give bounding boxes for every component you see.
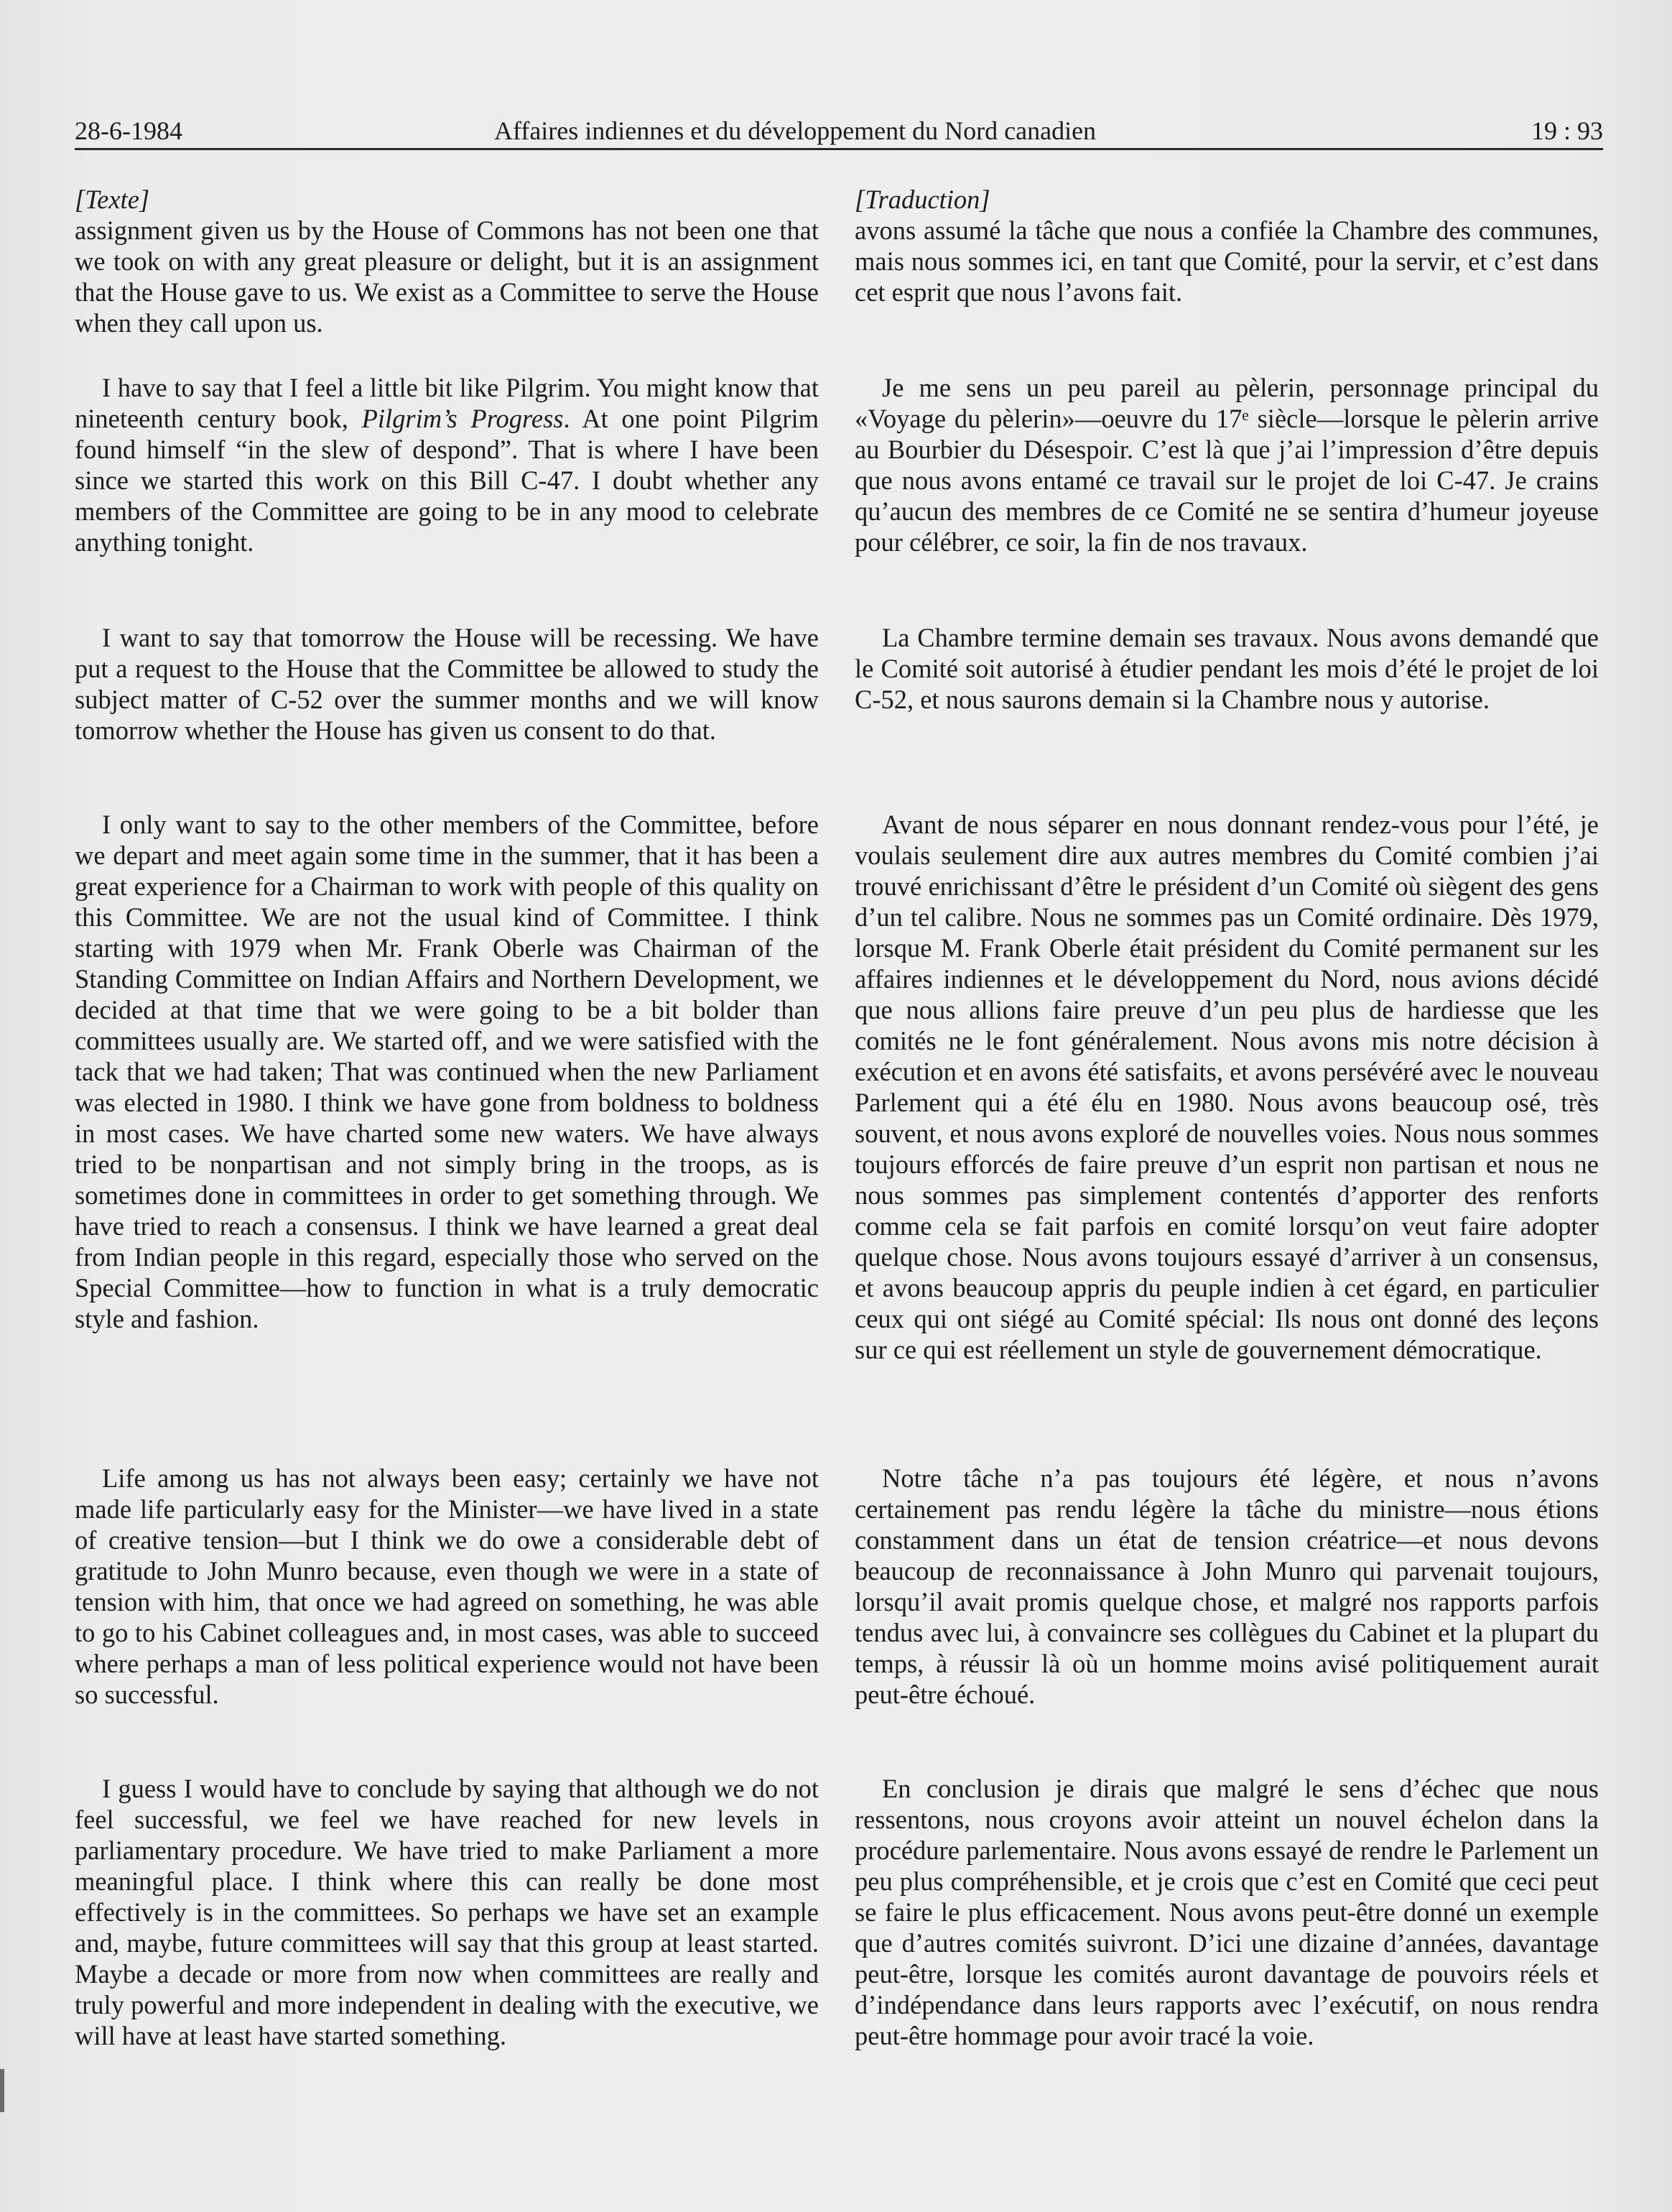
header-title: Affaires indiennes et du développement du Nord canadien	[494, 116, 1097, 145]
header-page-number: 19 : 93	[1531, 116, 1603, 145]
paragraph: I have to say that I feel a little bit like Pilgrim. You might know that nineteenth century book, Pilgrim’s Progress. At one point Pilgrim found himself “in the slew of despond”. That is where I have been since we started this work on this Bill C-47. I doubt whether any members of the Committee are going to be in any mood to celebrate anything tonight.	[75, 373, 819, 557]
paragraph: Notre tâche n’a pas toujours été légère, et nous n’avons certainement pas rendu légère la tâche du ministre—nous étions constamment dans un état de tension créatrice—et nous devons beaucoup de reconnaissance à John Munro qui parvenait toujours, lorsqu’il avait promis quelque chose, et malgré nos rapports parfois tendus avec lui, à convaincre ses collègues du Cabinet et la plupart du temps, à réussir là où un homme moins avisé politiquement aurait peut-être échoué.	[855, 1463, 1599, 1709]
column-label-texte: [Texte]	[75, 185, 150, 214]
french-column	[855, 184, 1599, 2050]
english-column	[75, 184, 819, 2050]
header-date: 28-6-1984	[75, 116, 182, 145]
header-rule	[75, 148, 1603, 150]
paragraph: La Chambre termine demain ses travaux. Nous avons demandé que le Comité soit autorisé à étudier pendant les mois d’été le projet de loi C-52, et nous saurons demain si la Chambre nous y autorise.	[855, 623, 1599, 714]
paragraph: I guess I would have to conclude by saying that although we do not feel successful, we feel we have reached for new levels in parliamentary procedure. We have tried to make Parliament a more meaningful place. I think where this can really be done most effectively is in the committees. So perhaps we have set an example and, maybe, future committees will say that this group at least started. Maybe a decade or more from now when committees are really and truly powerful and more independent in dealing with the executive, we will have at least have started something.	[75, 1774, 819, 2050]
paragraph: Life among us has not always been easy; certainly we have not made life particularly easy for the Minister—we have lived in a state of creative tension—but I think we do owe a considerable debt of gratitude to John Munro because, even though we were in a state of tension with him, that once we had agreed on something, he was able to go to his Cabinet colleagues and, in most cases, was able to succeed where perhaps a man of less political experience would not have been so successful.	[75, 1463, 819, 1709]
paragraph: I only want to say to the other members of the Committee, before we depart and meet again some time in the summer, that it has been a great experience for a Chairman to work with people of this quality on this Committee. We are not the usual kind of Committee. I think starting with 1979 when Mr. Frank Oberle was Chairman of the Standing Committee on Indian Affairs and Northern Development, we decided at that time that we were going to be a bit bolder than committees usually are. We started off, and we were satisfied with the tack that we had taken; That was continued when the new Parliament was elected in 1980. I think we have gone from boldness to boldness in most cases. We have charted some new waters. We have always tried to be nonpartisan and not simply bring in the troops, as is sometimes done in committees in order to get something through. We have tried to reach a consensus. I think we have learned a great deal from Indian people in this regard, especially those who served on the Special Committee—how to function in what is a truly democratic style and fashion.	[75, 810, 819, 1333]
page-edge-mark	[0, 2069, 4, 2112]
paragraph: assignment given us by the House of Commons has not been one that we took on with any great pleasure or delight, but it is an assignment that the House gave to us. We exist as a Committee to serve the House when they call upon us.	[75, 216, 819, 338]
running-header	[75, 109, 1603, 152]
paragraph: Avant de nous séparer en nous donnant rendez-vous pour l’été, je voulais seulement dire aux autres membres du Comité combien j’ai trouvé enrichissant d’être le président d’un Comité où siègent des gens d’un tel calibre. Nous ne sommes pas un Comité ordinaire. Dès 1979, lorsque M. Frank Oberle était président du Comité permanent sur les affaires indiennes et le développement du Nord, nous avions décidé que nous allions faire preuve d’un peu plus de hardiesse que les comités ne le font généralement. Nous avons mis notre décision à exécution et en avons été satisfaits, et avons persévéré avec le nouveau Parlement qui a été élu en 1980. Nous avons beaucoup osé, très souvent, et nous avons exploré de nouvelles voies. Nous nous sommes toujours efforcés de faire preuve d’un esprit non partisan et nous ne nous sommes pas simplement contentés d’apporter des renforts comme cela se fait parfois en comité lorsqu’on veut faire adopter quelque chose. Nous avons toujours essayé d’arriver à un consensus, et avons beaucoup appris du peuple indien à cet égard, en particulier ceux qui ont siégé au Comité spécial: Ils nous ont donné des leçons sur ce qui est réellement un style de gouvernement démocratique.	[855, 810, 1599, 1364]
book-title: Pilgrim’s Progress	[361, 404, 564, 433]
paragraph: Je me sens un peu pareil au pèlerin, personnage principal du «Voyage du pèlerin»—oeuvre du 17ᵉ siècle—lorsque le pèlerin arrive au Bourbier du Désespoir. C’est là que j’ai l’impression d’être depuis que nous avons entamé ce travail sur le projet de loi C-47. Je crains qu’aucun des membres de ce Comité ne se sentira d’humeur joyeuse pour célébrer, ce soir, la fin de nos travaux.	[855, 373, 1599, 557]
paragraph: En conclusion je dirais que malgré le sens d’échec que nous ressentons, nous croyons avoir atteint un nouvel échelon dans la procédure parlementaire. Nous avons essayé de rendre le Parlement un peu plus compréhensible, et je crois que c’est en Comité que ceci peut se faire le plus efficacement. Nous avons peut-être donné un exemple que d’autres comités suivront. D’ici une dizaine d’années, davantage peut-être, lorsque les comités auront davantage de pouvoirs réels et d’indépendance dans leurs rapports avec l’exécutif, on nous rendra peut-être hommage pour avoir tracé la voie.	[855, 1774, 1599, 2050]
paragraph: avons assumé la tâche que nous a confiée la Chambre des communes, mais nous sommes ici, en tant que Comité, pour la servir, et c’est dans cet esprit que nous l’avons fait.	[855, 216, 1599, 307]
paragraph: I want to say that tomorrow the House will be recessing. We have put a request to the House that the Committee be allowed to study the subject matter of C-52 over the summer months and we will know tomorrow whether the House has given us consent to do that.	[75, 623, 819, 745]
column-label-traduction: [Traduction]	[855, 185, 990, 214]
